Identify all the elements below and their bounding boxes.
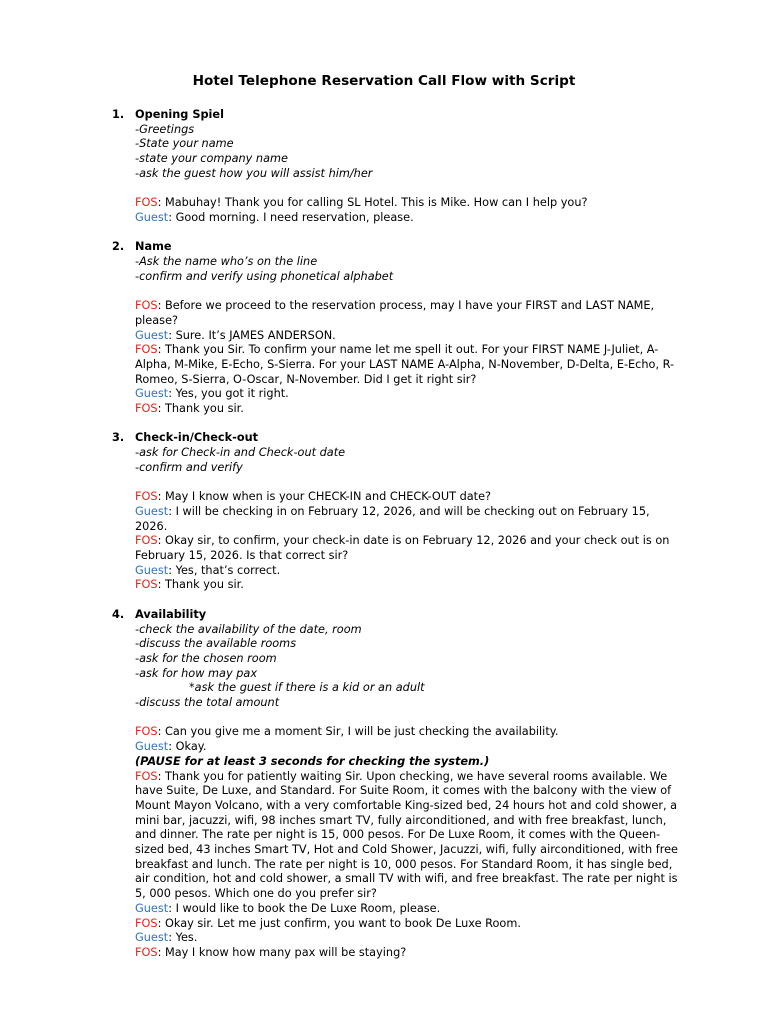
dialogue-line bbox=[135, 534, 680, 563]
dialogue-text: : Yes, you got it right. bbox=[168, 387, 289, 401]
dialogue-text: : Okay. bbox=[168, 740, 207, 754]
dialogue-text: : Thank you sir. bbox=[157, 402, 244, 416]
dialogue-text: : May I know how many pax will be staying? bbox=[157, 945, 407, 959]
dialogue-line bbox=[135, 299, 680, 328]
dialogue-text: : Sure. It’s JAMES ANDERSON. bbox=[168, 328, 336, 342]
dialogue-line bbox=[135, 931, 680, 946]
dialogue-text: : I would like to book the De Luxe Room, please. bbox=[168, 901, 441, 915]
section-heading: Check-in/Check-out bbox=[135, 431, 259, 445]
instruction-note: -discuss the total amount bbox=[135, 696, 280, 710]
speaker-guest: Guest bbox=[135, 328, 169, 342]
section-number: 4. bbox=[112, 607, 125, 621]
pause-note bbox=[135, 755, 680, 770]
dialogue-text: (PAUSE for at least 3 seconds for checking the system.) bbox=[135, 754, 490, 768]
speaker-fos: FOS bbox=[135, 534, 158, 548]
speaker-fos: FOS bbox=[135, 725, 158, 739]
speaker-fos: FOS bbox=[135, 490, 158, 504]
speaker-guest: Guest bbox=[135, 931, 169, 945]
section-number: 1. bbox=[112, 108, 125, 121]
section-number: 2. bbox=[112, 240, 125, 254]
section-gap bbox=[135, 476, 680, 491]
section-heading: Name bbox=[135, 240, 172, 254]
section-heading: Availability bbox=[135, 607, 207, 621]
speaker-guest: Guest bbox=[135, 901, 169, 915]
instruction-note: -Ask the name who’s on the line bbox=[135, 255, 318, 268]
dialogue-text: : Thank you for patiently waiting Sir. Upon checking, we have several rooms available. We have Suite, De Luxe, and Standard. For Suite Room, it comes with the balcony with the view of Mount Mayon Volcano, with a very comfortable King-sized bed, 24 hours hot and cold shower, a mini bar, jacuzzi, wifi, 98 inches smart TV, fully airconditioned, and with free breakfast, lunch, and dinner. The rate per night is 15, 000 pesos. For De Luxe Room, it comes with the Queen-sized bed, 43 inches Smart TV, Hot and Cold Shower, Jacuzzi, wifi, fully airconditioned, with free breakfast and lunch. The rate per night is 10, 000 pesos. For Standard Room, it has single bed, air condition, hot and cold shower, a small TV with wifi, and free breakfast. The rate per night is 5, 000 pesos. Which one do you prefer sir? bbox=[135, 769, 679, 901]
dialogue-line bbox=[135, 740, 680, 755]
dialogue-line bbox=[135, 343, 680, 387]
speaker-guest: Guest bbox=[135, 563, 169, 577]
dialogue-line bbox=[135, 564, 680, 579]
speaker-guest: Guest bbox=[135, 504, 169, 518]
dialogue-text: : Thank you Sir. To confirm your name let me spell it out. For your FIRST NAME J-Juliet, A-Alpha, M-Mike, E-Echo, S-Sierra. For your LAST NAME A-Alpha, N-November, D-Delta, E-Echo, R-Romeo, S-Sierra, O-Oscar, N-November. Did I get it right sir? bbox=[135, 343, 675, 386]
dialogue-text: : I will be checking in on February 12, 2026, and will be checking out on February 15, 2026. bbox=[135, 504, 650, 533]
instruction-note: -discuss the available rooms bbox=[135, 637, 297, 651]
dialogue-line bbox=[135, 402, 680, 417]
speaker-guest: Guest bbox=[135, 740, 169, 754]
dialogue-line bbox=[135, 211, 680, 226]
instruction-note: *ask the guest if there is a kid or an adult bbox=[189, 681, 425, 695]
dialogue-text: : Good morning. I need reservation, please. bbox=[168, 210, 414, 224]
dialogue-text: : Yes. bbox=[168, 931, 198, 945]
dialogue-line bbox=[135, 387, 680, 402]
speaker-fos: FOS bbox=[135, 916, 158, 930]
section-gap bbox=[135, 182, 680, 197]
speaker-guest: Guest bbox=[135, 210, 169, 224]
section-heading: Opening Spiel bbox=[135, 108, 224, 121]
instruction-note: -ask for the chosen room bbox=[135, 651, 277, 665]
section-number: 3. bbox=[112, 431, 125, 445]
section-1 bbox=[112, 108, 680, 226]
dialogue-text: : Okay sir. Let me just confirm, you want to book De Luxe Room. bbox=[157, 916, 521, 930]
dialogue-text: : Thank you sir. bbox=[157, 578, 244, 592]
dialogue-line bbox=[135, 770, 680, 902]
speaker-fos: FOS bbox=[135, 196, 158, 210]
instruction-note: -confirm and verify bbox=[135, 460, 243, 474]
dialogue-text: : Mabuhay! Thank you for calling SL Hotel. This is Mike. How can I help you? bbox=[157, 196, 588, 210]
instruction-note: -confirm and verify using phonetical alphabet bbox=[135, 269, 394, 283]
instruction-note: -ask for how may pax bbox=[135, 666, 258, 680]
section-gap bbox=[135, 284, 680, 299]
dialogue-line bbox=[135, 329, 680, 344]
dialogue-line bbox=[135, 196, 680, 211]
instruction-note: -Greetings bbox=[135, 122, 195, 136]
section-gap bbox=[135, 711, 680, 726]
dialogue-line bbox=[135, 505, 680, 534]
instruction-note: -State your name bbox=[135, 137, 234, 151]
section-2 bbox=[112, 240, 680, 416]
dialogue-line bbox=[135, 946, 680, 961]
speaker-fos: FOS bbox=[135, 343, 158, 357]
dialogue-line bbox=[135, 490, 680, 505]
dialogue-line bbox=[135, 902, 680, 917]
dialogue-text: : Yes, that’s correct. bbox=[168, 563, 281, 577]
instruction-note: -ask the guest how you will assist him/her bbox=[135, 166, 373, 180]
dialogue-line bbox=[135, 725, 680, 740]
speaker-fos: FOS bbox=[135, 769, 158, 783]
speaker-fos: FOS bbox=[135, 299, 158, 313]
dialogue-line bbox=[135, 578, 680, 593]
speaker-fos: FOS bbox=[135, 578, 158, 592]
dialogue-line bbox=[135, 917, 680, 932]
dialogue-text: : Okay sir, to confirm, your check-in date is on February 12, 2026 and your check out is on February 15, 2026. Is that correct sir? bbox=[135, 534, 670, 563]
dialogue-text: : Before we proceed to the reservation process, may I have your FIRST and LAST NAME, please? bbox=[135, 299, 655, 327]
section-4 bbox=[112, 607, 680, 961]
instruction-note: -ask for Check-in and Check-out date bbox=[135, 446, 346, 460]
dialogue-text: : May I know when is your CHECK-IN and CHECK-OUT date? bbox=[157, 490, 492, 504]
instruction-note: -check the availability of the date, room bbox=[135, 622, 362, 636]
document-body bbox=[112, 108, 680, 975]
speaker-fos: FOS bbox=[135, 402, 158, 416]
speaker-guest: Guest bbox=[135, 387, 169, 401]
section-3 bbox=[112, 431, 680, 593]
instruction-note: -state your company name bbox=[135, 152, 288, 166]
document-title: Hotel Telephone Reservation Call Flow with Script bbox=[192, 73, 576, 89]
speaker-fos: FOS bbox=[135, 945, 158, 959]
dialogue-text: : Can you give me a moment Sir, I will be just checking the availability. bbox=[157, 725, 559, 739]
